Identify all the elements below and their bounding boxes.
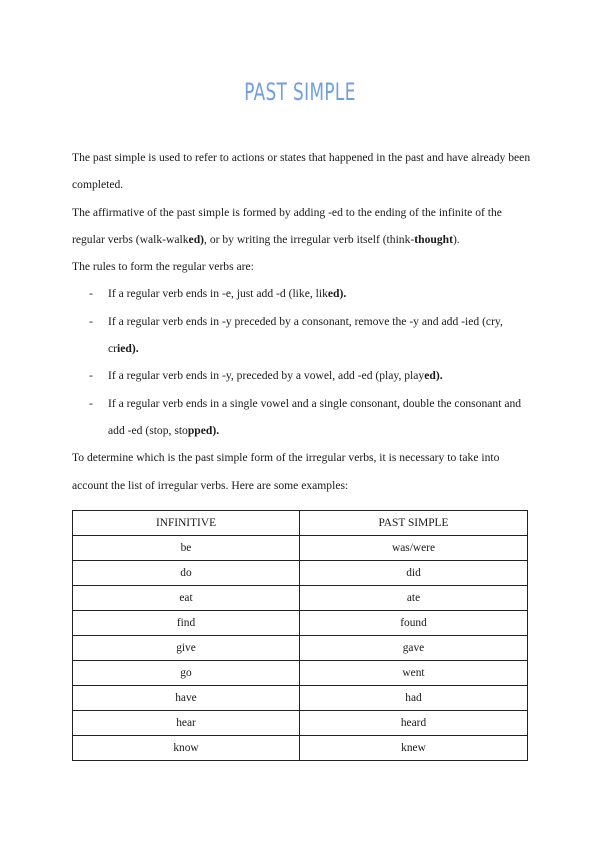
affirmative-paragraph [72,199,532,254]
affirmative-bold-2: thought [414,232,453,246]
infinitive-cell: eat [73,586,300,611]
table-row [73,536,528,561]
rule-item [72,280,532,307]
list-dash: - [89,287,93,301]
past-simple-cell: had [300,686,528,711]
infinitive-cell: do [73,561,300,586]
table-row [73,561,528,586]
rule-text: If a regular verb ends in -y, preceded by a vowel, add -ed (play, play [108,369,425,383]
infinitive-cell: go [73,661,300,686]
past-simple-cell: gave [300,636,528,661]
rule-text: If a regular verb ends in -y preceded by a consonant, remove the -y and add -ied (cry, cr [108,314,503,356]
past-simple-cell: was/were [300,536,528,561]
infinitive-cell: find [73,611,300,636]
header-infinitive: INFINITIVE [73,511,300,536]
infinitive-cell: be [73,536,300,561]
rule-text: If a regular verb ends in a single vowel and a single consonant, double the consonant and add -ed (stop, sto [108,396,522,437]
intro-paragraph: The past simple is used to refer to actions or states that happened in the past and have already been completed. [72,151,531,192]
table-row [73,611,528,636]
table-row [73,736,528,761]
table-row [73,661,528,686]
rule-bold: pped). [187,423,220,437]
infinitive-cell: know [73,736,300,761]
affirmative-text-3: ). [452,232,460,246]
rule-bold: ed). [327,287,347,301]
table-row [73,586,528,611]
past-simple-cell: went [300,661,528,686]
rule-item [72,390,532,445]
rule-text: If a regular verb ends in -e, just add -d (like, lik [108,287,328,301]
affirmative-text-1: The affirmative of the past simple is formed by adding -ed to the ending of the infinite of the regular verbs (walk-walk [72,205,502,246]
infinitive-cell: have [73,686,300,711]
infinitive-cell: give [73,636,300,661]
rule-bold: ied). [117,342,139,356]
past-simple-cell: ate [300,586,528,611]
rules-intro: The rules to form the regular verbs are: [72,260,254,274]
past-simple-cell: found [300,611,528,636]
page-title: PAST SIMPLE [244,78,356,106]
infinitive-cell: hear [73,711,300,736]
table-row [73,711,528,736]
table-header-row [73,511,528,536]
rule-item [72,362,532,389]
rule-item [72,308,532,363]
table-row [73,636,528,661]
affirmative-text-2: , or by writing the irregular verb itself (think- [204,232,415,246]
rules-list [72,280,532,444]
irregular-paragraph: To determine which is the past simple form of the irregular verbs, it is necessary to take into account the list of irregular verbs. Here are some examples: [72,451,500,492]
past-simple-cell: did [300,561,528,586]
list-dash: - [89,314,93,328]
list-dash: - [89,369,93,383]
document-body [72,144,532,499]
header-past-simple: PAST SIMPLE [300,511,528,536]
past-simple-cell: knew [300,736,528,761]
table-row [73,686,528,711]
irregular-verbs-table [72,510,528,761]
list-dash: - [89,396,93,410]
past-simple-cell: heard [300,711,528,736]
rule-bold: ed). [424,369,443,383]
affirmative-bold-1: ed) [188,232,205,246]
